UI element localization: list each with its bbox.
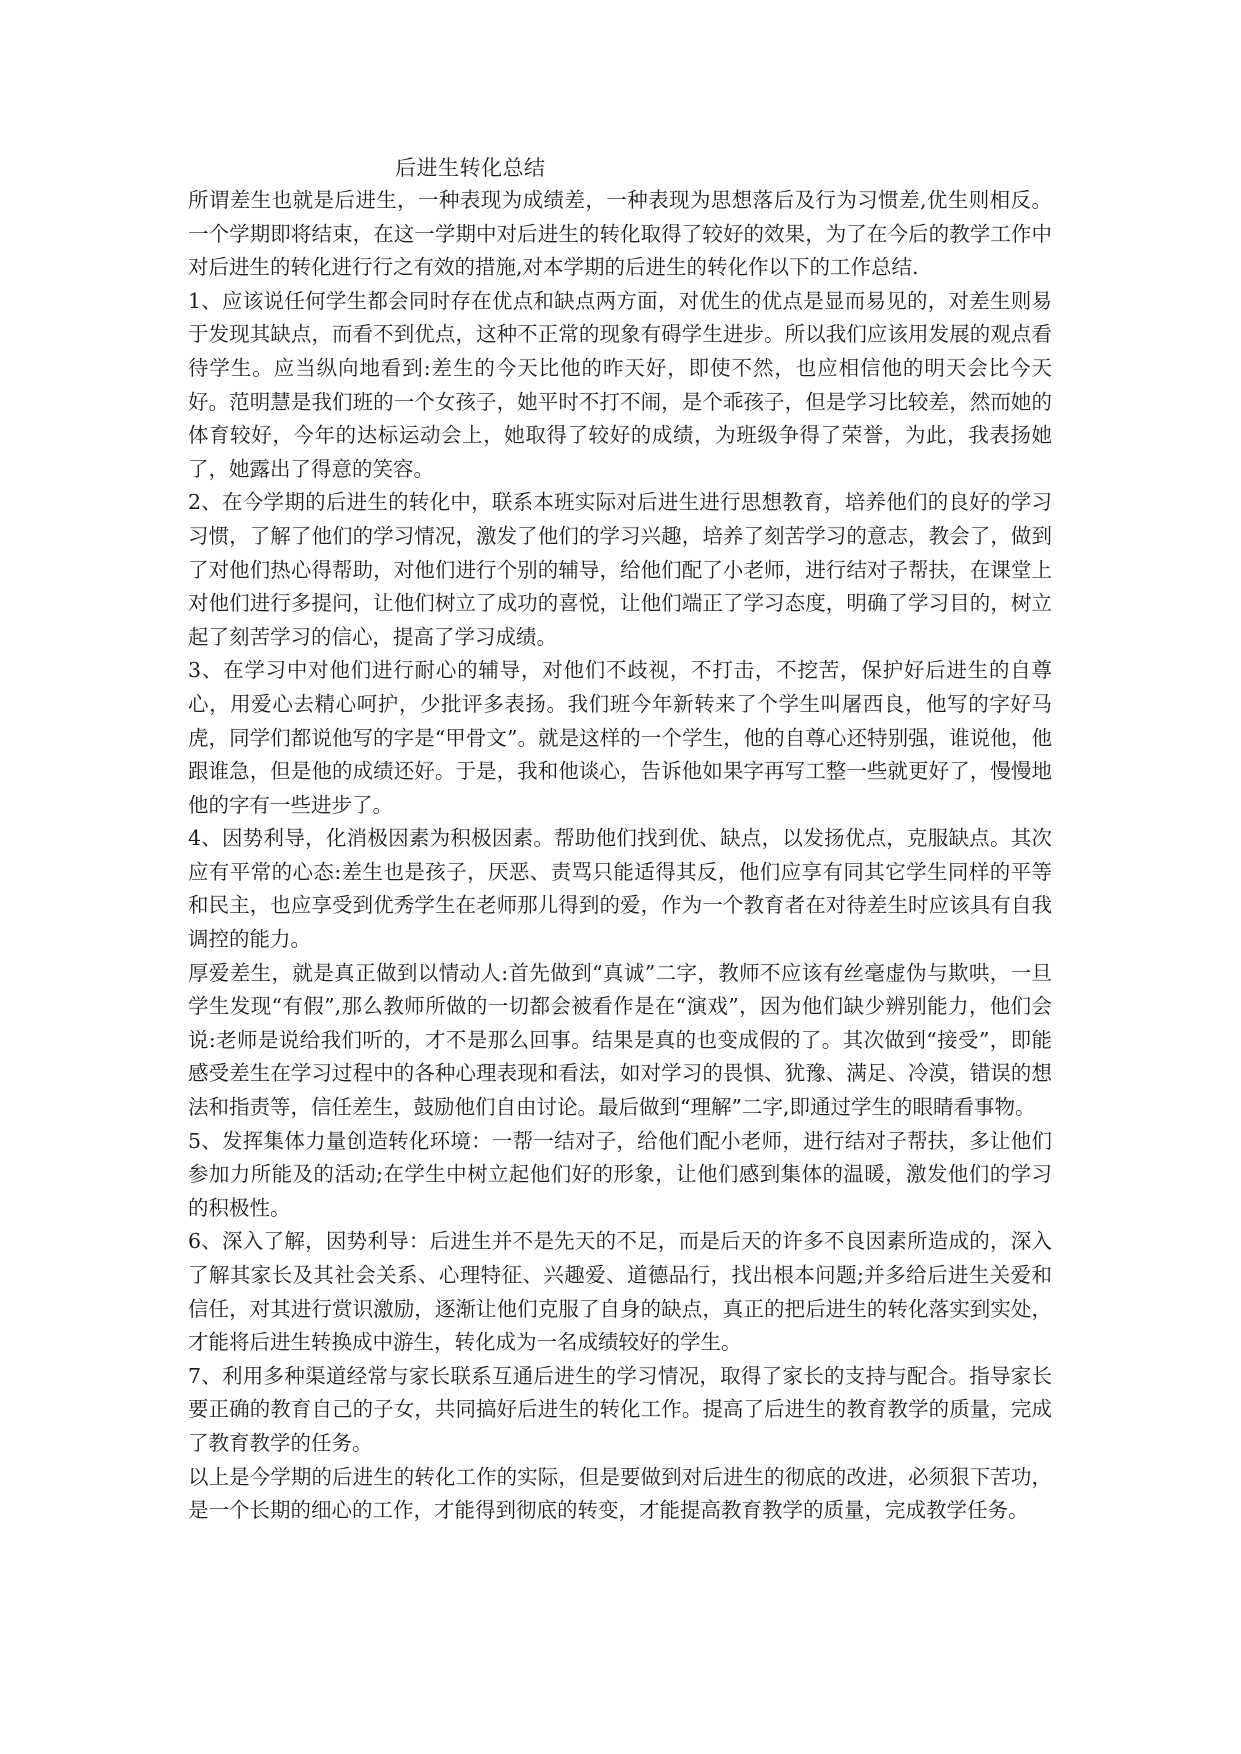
- paragraph-point-5: 5、发挥集体力量创造转化环境：一帮一结对子，给他们配小老师，进行结对子帮扶，多让他们参加力所能及的活动;在学生中树立起他们好的形象，让他们感到集体的温暖，激发他们的学习的积极性。: [188, 1128, 1052, 1220]
- paragraph-care-for-students: 厚爱差生，就是真正做到以情动人:首先做到“真诚”二字，教师不应该有丝毫虚伪与欺哄，一旦学生发现“有假”,那么教师所做的一切都会被看作是在“演戏”，因为他们缺少辨别能力，他们会说:老师是说给我们听的，才不是那么回事。结果是真的也变成假的了。其次做到“接受”，即能感受差生在学习过程中的各种心理表现和看法，如对学习的畏惧、犹豫、满足、冷漠，错误的想法和指责等，信任差生，鼓励他们自由讨论。最后做到“理解”二字,即通过学生的眼睛看事物。: [188, 960, 1052, 1120]
- document-title: 后进生转化总结: [395, 156, 546, 180]
- document-body: [188, 184, 1052, 1528]
- paragraph-intro: 所谓差生也就是后进生，一种表现为成绩差，一种表现为思想落后及行为习惯差,优生则相反。一个学期即将结束，在这一学期中对后进生的转化取得了较好的效果，为了在今后的教学工作中对后进生的转化进行行之有效的措施,对本学期的后进生的转化作以下的工作总结.: [188, 188, 1052, 280]
- paragraph-point-4: 4、因势利导，化消极因素为积极因素。帮助他们找到优、缺点，以发扬优点，克服缺点。其次应有平常的心态:差生也是孩子，厌恶、责骂只能适得其反，他们应享有同其它学生同样的平等和民主，也应享受到优秀学生在老师那儿得到的爱，作为一个教育者在对待差生时应该具有自我调控的能力。: [188, 826, 1052, 952]
- paragraph-point-3: 3、在学习中对他们进行耐心的辅导，对他们不歧视，不打击，不挖苦，保护好后进生的自尊心，用爱心去精心呵护，少批评多表扬。我们班今年新转来了个学生叫屠西良，他写的字好马虎，同学们都说他写的字是“甲骨文”。就是这样的一个学生，他的自尊心还特别强，谁说他，他跟谁急，但是他的成绩还好。于是，我和他谈心，告诉他如果字再写工整一些就更好了，慢慢地他的字有一些进步了。: [188, 658, 1052, 817]
- paragraph-point-1: 1、应该说任何学生都会同时存在优点和缺点两方面，对优生的优点是显而易见的，对差生则易于发现其缺点，而看不到优点，这种不正常的现象有碍学生进步。所以我们应该用发展的观点看待学生。应当纵向地看到:差生的今天比他的昨天好，即使不然，也应相信他的明天会比今天好。范明慧是我们班的一个女孩子，她平时不打不闹，是个乖孩子，但是学习比较差，然而她的体育较好，今年的达标运动会上，她取得了较好的成绩，为班级争得了荣誉，为此，我表扬她了，她露出了得意的笑容。: [188, 288, 1052, 481]
- paragraph-point-7: 7、利用多种渠道经常与家长联系互通后进生的学习情况，取得了家长的支持与配合。指导家长要正确的教育自己的子女，共同搞好后进生的转化工作。提高了后进生的教育教学的质量，完成了教育教学的任务。: [188, 1363, 1052, 1455]
- paragraph-point-6: 6、深入了解，因势利导：后进生并不是先天的不足，而是后天的许多不良因素所造成的，深入了解其家长及其社会关系、心理特征、兴趣爱、道德品行，找出根本问题;并多给后进生关爱和信任，对其进行赏识激励，逐渐让他们克服了自身的缺点，真正的把后进生的转化落实到实处，才能将后进生转换成中游生，转化成为一名成绩较好的学生。: [188, 1229, 1052, 1355]
- paragraph-conclusion: 以上是今学期的后进生的转化工作的实际，但是要做到对后进生的彻底的改进，必须狠下苦功，是一个长期的细心的工作，才能得到彻底的转变，才能提高教育教学的质量，完成教学任务。: [188, 1464, 1052, 1523]
- paragraph-point-2: 2、在今学期的后进生的转化中，联系本班实际对后进生进行思想教育，培养他们的良好的学习习惯，了解了他们的学习情况，激发了他们的学习兴趣，培养了刻苦学习的意志，教会了，做到了对他们热心得帮助，对他们进行个别的辅导，给他们配了小老师，进行结对子帮扶，在课堂上对他们进行多提问，让他们树立了成功的喜悦，让他们端正了学习态度，明确了学习目的，树立起了刻苦学习的信心，提高了学习成绩。: [188, 490, 1052, 649]
